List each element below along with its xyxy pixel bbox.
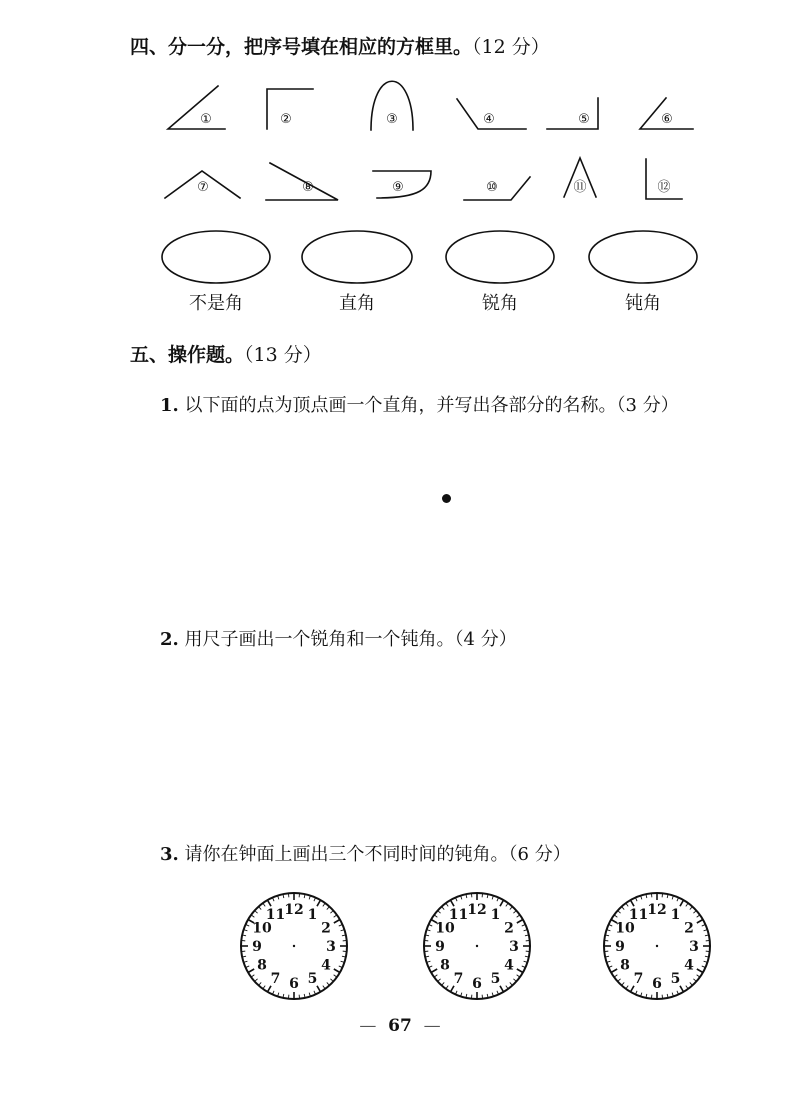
clock-1-number-12: 12 (284, 902, 304, 918)
question-1-text: 以下面的点为顶点画一个直角，并写出各部分的名称。 (184, 395, 617, 416)
clock-tick (446, 903, 448, 906)
drawing-area-q2[interactable] (160, 660, 760, 820)
clock-1-number-10: 10 (252, 920, 272, 937)
clock-3-number-12: 12 (647, 902, 667, 918)
question-3-score: （6 分） (508, 844, 571, 865)
clock-tick (434, 915, 437, 917)
clock-tick (334, 969, 340, 973)
clock-tick (431, 969, 437, 973)
clock-2-number-4: 4 (504, 957, 514, 974)
clock-tick (330, 979, 333, 982)
clock-tick (255, 911, 258, 914)
clock-face-2-center (476, 945, 478, 947)
page-dash-left: — (359, 1016, 377, 1036)
shape-label-10: ⑩ (486, 180, 498, 195)
clock-tick (626, 903, 628, 906)
clock-1-number-7: 7 (270, 971, 281, 988)
clock-tick (251, 915, 254, 917)
clock-3-number-9: 9 (615, 939, 625, 955)
clock-1-number-6: 6 (289, 976, 299, 992)
clock-tick (334, 920, 340, 924)
shape-5 (547, 98, 598, 129)
clock-3-number-2: 2 (684, 920, 694, 937)
clock-2-number-10: 10 (435, 920, 455, 937)
clock-2-number-12: 12 (467, 902, 487, 918)
oval-not-angle[interactable] (162, 231, 270, 283)
clock-tick (517, 969, 523, 973)
clock-tick (506, 986, 508, 989)
clock-tick (263, 986, 265, 989)
clock-1-number-3: 3 (326, 939, 336, 955)
clock-1-number-4: 4 (321, 957, 331, 974)
question-2-score: （4 分） (454, 629, 517, 650)
clock-tick (451, 900, 455, 906)
shape-label-8: ⑧ (302, 180, 314, 195)
clock-2-number-5: 5 (490, 971, 501, 988)
clock-3-number-10: 10 (615, 920, 635, 937)
clock-tick (442, 907, 445, 910)
clock-tick (622, 982, 625, 985)
clock-tick (248, 969, 254, 973)
clock-2-number-11: 11 (448, 906, 469, 923)
clock-tick (611, 969, 617, 973)
clock-tick (446, 986, 448, 989)
section4-title: 四、分一分，把序号填在相应的方框里。 (130, 36, 473, 58)
clock-tick (500, 900, 504, 906)
clock-2-number-9: 9 (435, 939, 445, 955)
clock-tick (614, 975, 617, 977)
category-not-angle: 不是角 (189, 293, 243, 314)
clock-tick (686, 986, 688, 989)
clock-face-3[interactable] (601, 890, 713, 1002)
clock-tick (506, 903, 508, 906)
shape-label-7: ⑦ (197, 180, 209, 195)
clock-1-number-2: 2 (321, 920, 331, 937)
question-1-score: （3 分） (616, 395, 679, 416)
clock-tick (510, 982, 513, 985)
question-2-text: 用尺子画出一个锐角和一个钝角。 (184, 629, 455, 650)
clock-3-number-4: 4 (684, 957, 694, 974)
clock-tick (334, 915, 337, 917)
clock-3-number-5: 5 (670, 971, 681, 988)
clock-tick (438, 979, 441, 982)
clock-tick (697, 915, 700, 917)
clock-tick (614, 915, 617, 917)
section4-score: （12 分） (472, 36, 550, 58)
clock-1-number-9: 9 (252, 939, 262, 955)
clock-tick (680, 986, 684, 992)
question-1-number: 1. (160, 395, 179, 416)
clock-3-number-7: 7 (633, 971, 644, 988)
angle-shapes-figure (0, 0, 800, 320)
category-obtuse-angle: 钝角 (625, 293, 661, 314)
clock-tick (517, 975, 520, 977)
clock-tick (268, 900, 272, 906)
page-dash-right: — (423, 1016, 441, 1036)
clock-tick (513, 979, 516, 982)
clock-2-number-6: 6 (472, 976, 482, 992)
clock-tick (690, 982, 693, 985)
clock-tick (434, 975, 437, 977)
category-acute-angle: 锐角 (482, 293, 518, 314)
clock-tick (251, 975, 254, 977)
clock-tick (626, 986, 628, 989)
clock-tick (334, 975, 337, 977)
shape-label-4: ④ (483, 112, 495, 127)
clock-tick (517, 920, 523, 924)
clock-tick (631, 900, 635, 906)
clock-tick (697, 969, 703, 973)
clock-2-number-3: 3 (509, 939, 519, 955)
clock-tick (513, 911, 516, 914)
shape-label-5: ⑤ (578, 112, 590, 127)
clock-1-number-5: 5 (307, 971, 318, 988)
clock-3-number-8: 8 (620, 957, 630, 974)
shape-label-2: ② (280, 112, 292, 127)
question-3-text: 请你在钟面上画出三个不同时间的钝角。 (184, 844, 509, 865)
shape-label-12: ⑫ (657, 180, 671, 195)
clock-tick (259, 982, 262, 985)
page-number: 67 (388, 1016, 412, 1036)
clock-tick (317, 986, 321, 992)
clock-tick (697, 975, 700, 977)
clock-tick (686, 903, 688, 906)
clock-tick (438, 911, 441, 914)
page-number-footer (359, 1016, 440, 1036)
oval-right-angle[interactable] (302, 231, 412, 283)
vertex-dot[interactable] (442, 494, 451, 503)
clock-3-number-3: 3 (689, 939, 699, 955)
clock-tick (693, 979, 696, 982)
clock-tick (327, 907, 330, 910)
clock-3-number-11: 11 (628, 906, 649, 923)
question-3-number: 3. (160, 844, 179, 865)
clock-tick (317, 900, 321, 906)
clock-tick (622, 907, 625, 910)
shape-label-1: ① (200, 112, 212, 127)
clock-face-1[interactable] (238, 890, 350, 1002)
question-1 (160, 391, 679, 417)
question-2 (160, 625, 517, 651)
clock-tick (618, 979, 621, 982)
clock-tick (330, 911, 333, 914)
shape-label-11: ⑪ (573, 180, 587, 195)
shape-label-6: ⑥ (661, 112, 673, 127)
question-2-number: 2. (160, 629, 179, 650)
clock-face-3-center (656, 945, 658, 947)
clock-1-number-8: 8 (257, 957, 267, 974)
clock-2-number-7: 7 (453, 971, 464, 988)
clock-tick (327, 982, 330, 985)
section5-heading (130, 340, 322, 367)
shape-1 (168, 86, 225, 129)
clock-3-number-1: 1 (670, 906, 681, 923)
clock-tick (510, 907, 513, 910)
clock-tick (259, 907, 262, 910)
clock-tick (500, 986, 504, 992)
clock-tick (323, 903, 325, 906)
clock-tick (693, 911, 696, 914)
category-right-angle: 直角 (339, 293, 375, 314)
section5-score: （13 分） (244, 344, 322, 366)
shape-label-9: ⑨ (392, 180, 404, 195)
clock-face-2[interactable] (421, 890, 533, 1002)
oval-acute-angle[interactable] (446, 231, 554, 283)
clock-tick (690, 907, 693, 910)
clock-3-number-6: 6 (652, 976, 662, 992)
clock-tick (517, 915, 520, 917)
section5-title: 五、操作题。 (130, 344, 245, 366)
clock-1-number-1: 1 (307, 906, 318, 923)
clock-face-1-center (293, 945, 295, 947)
shape-label-3: ③ (386, 112, 398, 127)
clock-tick (697, 920, 703, 924)
clock-tick (618, 911, 621, 914)
clock-tick (255, 979, 258, 982)
clock-2-number-8: 8 (440, 957, 450, 974)
clock-tick (323, 986, 325, 989)
clock-2-number-1: 1 (490, 906, 501, 923)
question-3 (160, 840, 571, 866)
clock-tick (442, 982, 445, 985)
clock-1-number-11: 11 (265, 906, 286, 923)
clock-2-number-2: 2 (504, 920, 514, 937)
oval-obtuse-angle[interactable] (589, 231, 697, 283)
clock-tick (263, 903, 265, 906)
clock-tick (680, 900, 684, 906)
